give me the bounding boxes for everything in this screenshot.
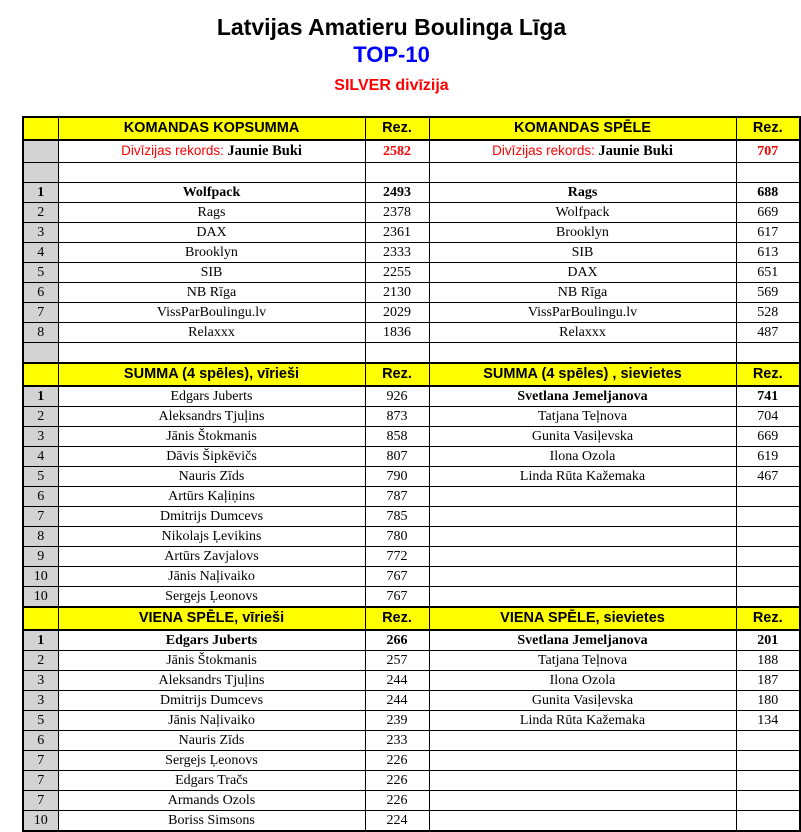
table-row [23, 671, 800, 691]
table-row [23, 303, 800, 323]
row-rank: 8 [23, 323, 58, 343]
section-header-right: SUMMA (4 spēles) , sievietes [429, 363, 736, 386]
row-right-value [736, 791, 800, 811]
row-rank: 4 [23, 447, 58, 467]
table-row [23, 243, 800, 263]
row-rank: 2 [23, 407, 58, 427]
header-rank-cell [23, 607, 58, 630]
row-left-name: Nauris Zīds [58, 731, 365, 751]
section-header-left: SUMMA (4 spēles), vīrieši [58, 363, 365, 386]
row-left-name: SIB [58, 263, 365, 283]
row-rank: 3 [23, 671, 58, 691]
spacer-cell [58, 343, 365, 364]
table-row [23, 203, 800, 223]
spacer-rank-cell [23, 163, 58, 183]
row-left-name: Artūrs Kaļiņins [58, 487, 365, 507]
division-record-left [58, 140, 365, 163]
standings-table-wrap [22, 116, 783, 832]
page-titles [0, 0, 783, 95]
row-right-value: 669 [736, 203, 800, 223]
row-right-value [736, 771, 800, 791]
row-right-name [429, 547, 736, 567]
row-left-value: 785 [365, 507, 429, 527]
row-rank: 5 [23, 263, 58, 283]
row-right-value: 651 [736, 263, 800, 283]
row-left-value: 1836 [365, 323, 429, 343]
table-row [23, 427, 800, 447]
row-left-value: 233 [365, 731, 429, 751]
row-right-value: 134 [736, 711, 800, 731]
row-right-value: 201 [736, 630, 800, 651]
row-left-name: Jānis Štokmanis [58, 651, 365, 671]
row-left-name: Edgars Juberts [58, 630, 365, 651]
row-right-value [736, 507, 800, 527]
table-row [23, 507, 800, 527]
table-row [23, 567, 800, 587]
row-right-value: 187 [736, 671, 800, 691]
table-row [23, 751, 800, 771]
row-right-name: Brooklyn [429, 223, 736, 243]
row-left-name: Brooklyn [58, 243, 365, 263]
row-right-value [736, 731, 800, 751]
table-row [23, 183, 800, 203]
row-left-value: 772 [365, 547, 429, 567]
table-row [23, 587, 800, 608]
row-right-name [429, 527, 736, 547]
row-left-value: 2378 [365, 203, 429, 223]
row-left-value: 787 [365, 487, 429, 507]
row-left-value: 244 [365, 691, 429, 711]
row-left-value: 807 [365, 447, 429, 467]
table-row [23, 467, 800, 487]
row-right-value [736, 547, 800, 567]
row-right-name: Tatjana Teļnova [429, 651, 736, 671]
row-right-value [736, 487, 800, 507]
section-header-left-rez: Rez. [365, 607, 429, 630]
row-rank: 2 [23, 651, 58, 671]
header-rank-cell [23, 117, 58, 140]
row-left-name: Rags [58, 203, 365, 223]
row-left-value: 767 [365, 567, 429, 587]
row-rank: 2 [23, 203, 58, 223]
row-left-name: VissParBoulingu.lv [58, 303, 365, 323]
row-left-value: 767 [365, 587, 429, 608]
row-left-value: 226 [365, 791, 429, 811]
row-rank: 6 [23, 731, 58, 751]
row-left-value: 2130 [365, 283, 429, 303]
row-right-name: Svetlana Jemeljanova [429, 630, 736, 651]
division-record-right-value: 707 [736, 140, 800, 163]
header-rank-cell [23, 363, 58, 386]
table-row [23, 283, 800, 303]
division-record-left-value: 2582 [365, 140, 429, 163]
spacer-cell [58, 163, 365, 183]
row-right-name: Gunita Vasiļevska [429, 691, 736, 711]
section-header-right: VIENA SPĒLE, sievietes [429, 607, 736, 630]
row-left-value: 858 [365, 427, 429, 447]
table-row [23, 691, 800, 711]
section-header-left: KOMANDAS KOPSUMMA [58, 117, 365, 140]
row-right-value: 619 [736, 447, 800, 467]
row-right-value: 741 [736, 386, 800, 407]
row-right-name [429, 791, 736, 811]
row-left-value: 244 [365, 671, 429, 691]
row-rank: 7 [23, 751, 58, 771]
row-rank: 8 [23, 527, 58, 547]
table-row [23, 263, 800, 283]
table-row [23, 407, 800, 427]
row-left-name: Wolfpack [58, 183, 365, 203]
section-header-right-rez: Rez. [736, 607, 800, 630]
table-row [23, 447, 800, 467]
row-right-name: Linda Rūta Kažemaka [429, 711, 736, 731]
section-header-left: VIENA SPĒLE, vīrieši [58, 607, 365, 630]
row-rank: 1 [23, 630, 58, 651]
row-left-value: 226 [365, 771, 429, 791]
page-subtitle: TOP-10 [353, 42, 430, 67]
row-left-value: 239 [365, 711, 429, 731]
row-left-name: Edgars Juberts [58, 386, 365, 407]
row-right-value [736, 811, 800, 832]
row-rank: 10 [23, 587, 58, 608]
row-right-value: 613 [736, 243, 800, 263]
section-header-right: KOMANDAS SPĒLE [429, 117, 736, 140]
section-header-right-rez: Rez. [736, 117, 800, 140]
row-left-value: 2493 [365, 183, 429, 203]
row-right-value [736, 751, 800, 771]
record-prefix: Divīzijas rekords: [121, 143, 224, 158]
row-right-name [429, 587, 736, 608]
row-right-value: 180 [736, 691, 800, 711]
spacer-cell [429, 343, 736, 364]
row-right-name [429, 567, 736, 587]
row-left-value: 2029 [365, 303, 429, 323]
row-right-value [736, 527, 800, 547]
division-record-right [429, 140, 736, 163]
row-left-value: 226 [365, 751, 429, 771]
table-row [23, 771, 800, 791]
row-rank: 6 [23, 283, 58, 303]
table-row [23, 527, 800, 547]
row-right-name: Linda Rūta Kažemaka [429, 467, 736, 487]
row-right-name: Rags [429, 183, 736, 203]
row-left-value: 780 [365, 527, 429, 547]
row-right-value: 569 [736, 283, 800, 303]
row-rank: 5 [23, 467, 58, 487]
row-rank: 1 [23, 183, 58, 203]
record-team-name: Jaunie Buki [227, 143, 302, 159]
row-right-name: Tatjana Teļnova [429, 407, 736, 427]
table-row [23, 651, 800, 671]
row-left-value: 2361 [365, 223, 429, 243]
row-right-value: 617 [736, 223, 800, 243]
row-left-name: Boriss Simsons [58, 811, 365, 832]
row-right-value: 688 [736, 183, 800, 203]
row-right-name: VissParBoulingu.lv [429, 303, 736, 323]
row-left-name: Aleksandrs Tjuļins [58, 407, 365, 427]
row-right-value: 669 [736, 427, 800, 447]
row-right-value: 487 [736, 323, 800, 343]
row-left-name: Sergejs Ļeonovs [58, 751, 365, 771]
row-right-name: Ilona Ozola [429, 671, 736, 691]
spacer-row [23, 343, 800, 364]
row-right-value: 188 [736, 651, 800, 671]
row-right-name [429, 731, 736, 751]
row-left-name: Sergejs Ļeonovs [58, 587, 365, 608]
spacer-cell [429, 163, 736, 183]
section-header-row [23, 363, 800, 386]
table-row [23, 791, 800, 811]
row-left-value: 926 [365, 386, 429, 407]
row-left-name: Dāvis Šipkēvičs [58, 447, 365, 467]
row-right-name [429, 751, 736, 771]
division-label: SILVER divīzija [334, 77, 449, 94]
row-left-value: 2333 [365, 243, 429, 263]
table-row [23, 323, 800, 343]
row-right-value [736, 587, 800, 608]
row-rank: 9 [23, 547, 58, 567]
table-row [23, 711, 800, 731]
row-rank: 10 [23, 811, 58, 832]
table-row [23, 630, 800, 651]
standings-table [22, 116, 801, 832]
row-left-name: Artūrs Zavjalovs [58, 547, 365, 567]
row-right-name [429, 771, 736, 791]
row-left-name: Dmitrijs Dumcevs [58, 691, 365, 711]
row-left-value: 873 [365, 407, 429, 427]
table-row [23, 487, 800, 507]
division-record-row [23, 140, 800, 163]
row-rank: 3 [23, 427, 58, 447]
row-rank: 3 [23, 691, 58, 711]
row-right-name: Wolfpack [429, 203, 736, 223]
spacer-cell [365, 343, 429, 364]
row-left-value: 2255 [365, 263, 429, 283]
row-right-name: DAX [429, 263, 736, 283]
section-header-left-rez: Rez. [365, 117, 429, 140]
row-right-name: SIB [429, 243, 736, 263]
row-left-name: NB Rīga [58, 283, 365, 303]
row-rank: 7 [23, 771, 58, 791]
row-left-name: DAX [58, 223, 365, 243]
row-right-name: Svetlana Jemeljanova [429, 386, 736, 407]
row-rank: 10 [23, 567, 58, 587]
section-header-row [23, 117, 800, 140]
row-left-value: 257 [365, 651, 429, 671]
row-left-name: Relaxxx [58, 323, 365, 343]
section-header-row [23, 607, 800, 630]
row-right-name: Relaxxx [429, 323, 736, 343]
row-left-name: Jānis Naļivaiko [58, 711, 365, 731]
row-left-name: Edgars Tračs [58, 771, 365, 791]
row-rank: 7 [23, 303, 58, 323]
row-rank: 4 [23, 243, 58, 263]
row-right-name: Ilona Ozola [429, 447, 736, 467]
table-row [23, 547, 800, 567]
spacer-cell [365, 163, 429, 183]
spacer-row [23, 163, 800, 183]
row-left-value: 224 [365, 811, 429, 832]
spacer-rank-cell [23, 343, 58, 364]
row-rank: 1 [23, 386, 58, 407]
record-rank-cell [23, 140, 58, 163]
spacer-cell [736, 163, 800, 183]
spacer-cell [736, 343, 800, 364]
table-row [23, 811, 800, 832]
row-rank: 5 [23, 711, 58, 731]
row-left-name: Armands Ozols [58, 791, 365, 811]
row-right-name: NB Rīga [429, 283, 736, 303]
table-row [23, 223, 800, 243]
row-left-name: Dmitrijs Dumcevs [58, 507, 365, 527]
row-rank: 3 [23, 223, 58, 243]
row-left-name: Nikolajs Ļevikins [58, 527, 365, 547]
section-header-left-rez: Rez. [365, 363, 429, 386]
row-right-name: Gunita Vasiļevska [429, 427, 736, 447]
row-rank: 7 [23, 791, 58, 811]
row-left-value: 790 [365, 467, 429, 487]
row-right-value: 528 [736, 303, 800, 323]
row-left-name: Jānis Naļivaiko [58, 567, 365, 587]
row-left-name: Nauris Zīds [58, 467, 365, 487]
table-row [23, 731, 800, 751]
row-left-name: Aleksandrs Tjuļins [58, 671, 365, 691]
row-left-name: Jānis Štokmanis [58, 427, 365, 447]
row-right-value: 467 [736, 467, 800, 487]
row-right-name [429, 811, 736, 832]
section-header-right-rez: Rez. [736, 363, 800, 386]
row-rank: 7 [23, 507, 58, 527]
table-row [23, 386, 800, 407]
record-team-name: Jaunie Buki [598, 143, 673, 159]
record-prefix: Divīzijas rekords: [492, 143, 595, 158]
row-right-name [429, 507, 736, 527]
row-rank: 6 [23, 487, 58, 507]
page-title: Latvijas Amatieru Boulinga Līga [216, 14, 567, 40]
row-left-value: 266 [365, 630, 429, 651]
row-right-name [429, 487, 736, 507]
row-right-value: 704 [736, 407, 800, 427]
row-right-value [736, 567, 800, 587]
